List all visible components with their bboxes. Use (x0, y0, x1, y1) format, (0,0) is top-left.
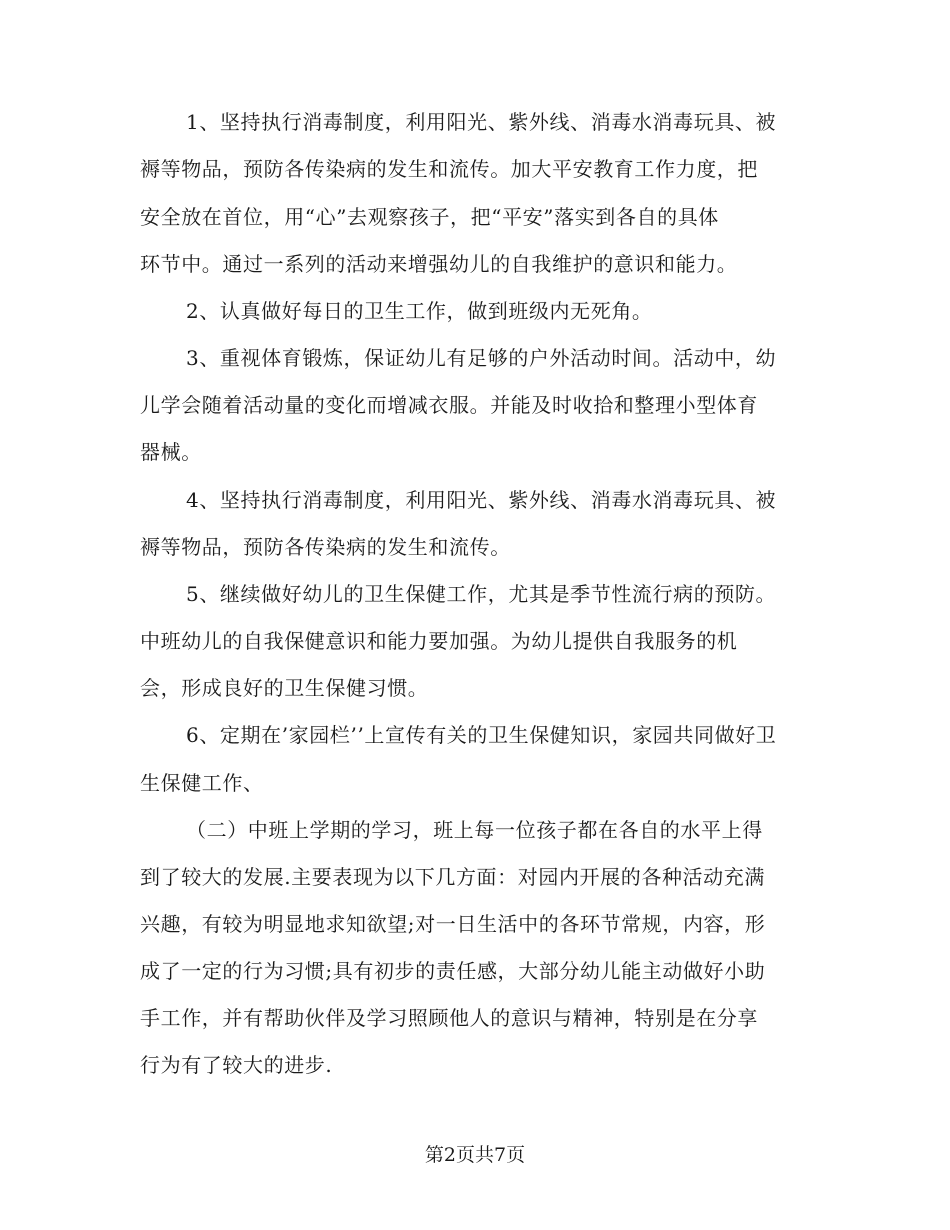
paragraph-1-line-2: 褥等物品，预防各传染病的发生和流传。加大平安教育工作力度，把 (140, 157, 758, 181)
page-footer: 第2页共7页 (424, 1144, 526, 1166)
paragraph-7-line-6: 行为有了较大的进步. (140, 1053, 333, 1077)
paragraph-4-line-1: 4、坚持执行消毒制度，利用阳光、紫外线、消毒水消毒玩具、被 (186, 488, 777, 512)
paragraph-3-line-1: 3、重视体育锻炼，保证幼儿有足够的户外活动时间。活动中，幼 (186, 346, 777, 370)
paragraph-7-line-2: 到了较大的发展.主要表现为以下几方面：对园内开展的各种活动充满 (140, 865, 765, 889)
paragraph-7-line-5: 手工作，并有帮助伙伴及学习照顾他人的意识与精神，特别是在分享 (140, 1006, 758, 1030)
paragraph-1-line-1: 1、坚持执行消毒制度，利用阳光、紫外线、消毒水消毒玩具、被 (186, 110, 777, 134)
paragraph-6-line-1: 6、定期在’家园栏’’上宣传有关的卫生保健知识，家园共同做好卫 (186, 723, 777, 747)
paragraph-7-line-4: 成了一定的行为习惯;具有初步的责任感，大部分幼儿能主动做好小助 (140, 959, 766, 983)
paragraph-1-line-3: 安全放在首位，用“心”去观察孩子，把“平安”落实到各自的具体 (140, 205, 719, 229)
paragraph-4-line-2: 褥等物品，预防各传染病的发生和流传。 (140, 535, 511, 559)
paragraph-5-line-2: 中班幼儿的自我保健意识和能力要加强。为幼儿提供自我服务的机 (140, 629, 738, 653)
paragraph-6-line-2: 生保健工作、 (140, 771, 264, 795)
paragraph-5-line-1: 5、继续做好幼儿的卫生保健工作，尤其是季节性流行病的预防。 (186, 582, 777, 606)
paragraph-3-line-2: 儿学会随着活动量的变化而增减衣服。并能及时收拾和整理小型体育 (140, 393, 758, 417)
paragraph-2-line-1: 2、认真做好每日的卫生工作，做到班级内无死角。 (186, 299, 653, 323)
paragraph-7-line-3: 兴趣，有较为明显地求知欲望;对一日生活中的各环节常规，内容，形 (140, 912, 766, 936)
paragraph-7-line-1: （二）中班上学期的学习，班上每一位孩子都在各自的水平上得 (186, 818, 763, 842)
paragraph-3-line-3: 器械。 (140, 440, 202, 464)
paragraph-5-line-3: 会，形成良好的卫生保健习惯。 (140, 676, 429, 700)
paragraph-1-line-4: 环节中。通过一系列的活动来增强幼儿的自我维护的意识和能力。 (140, 252, 738, 276)
